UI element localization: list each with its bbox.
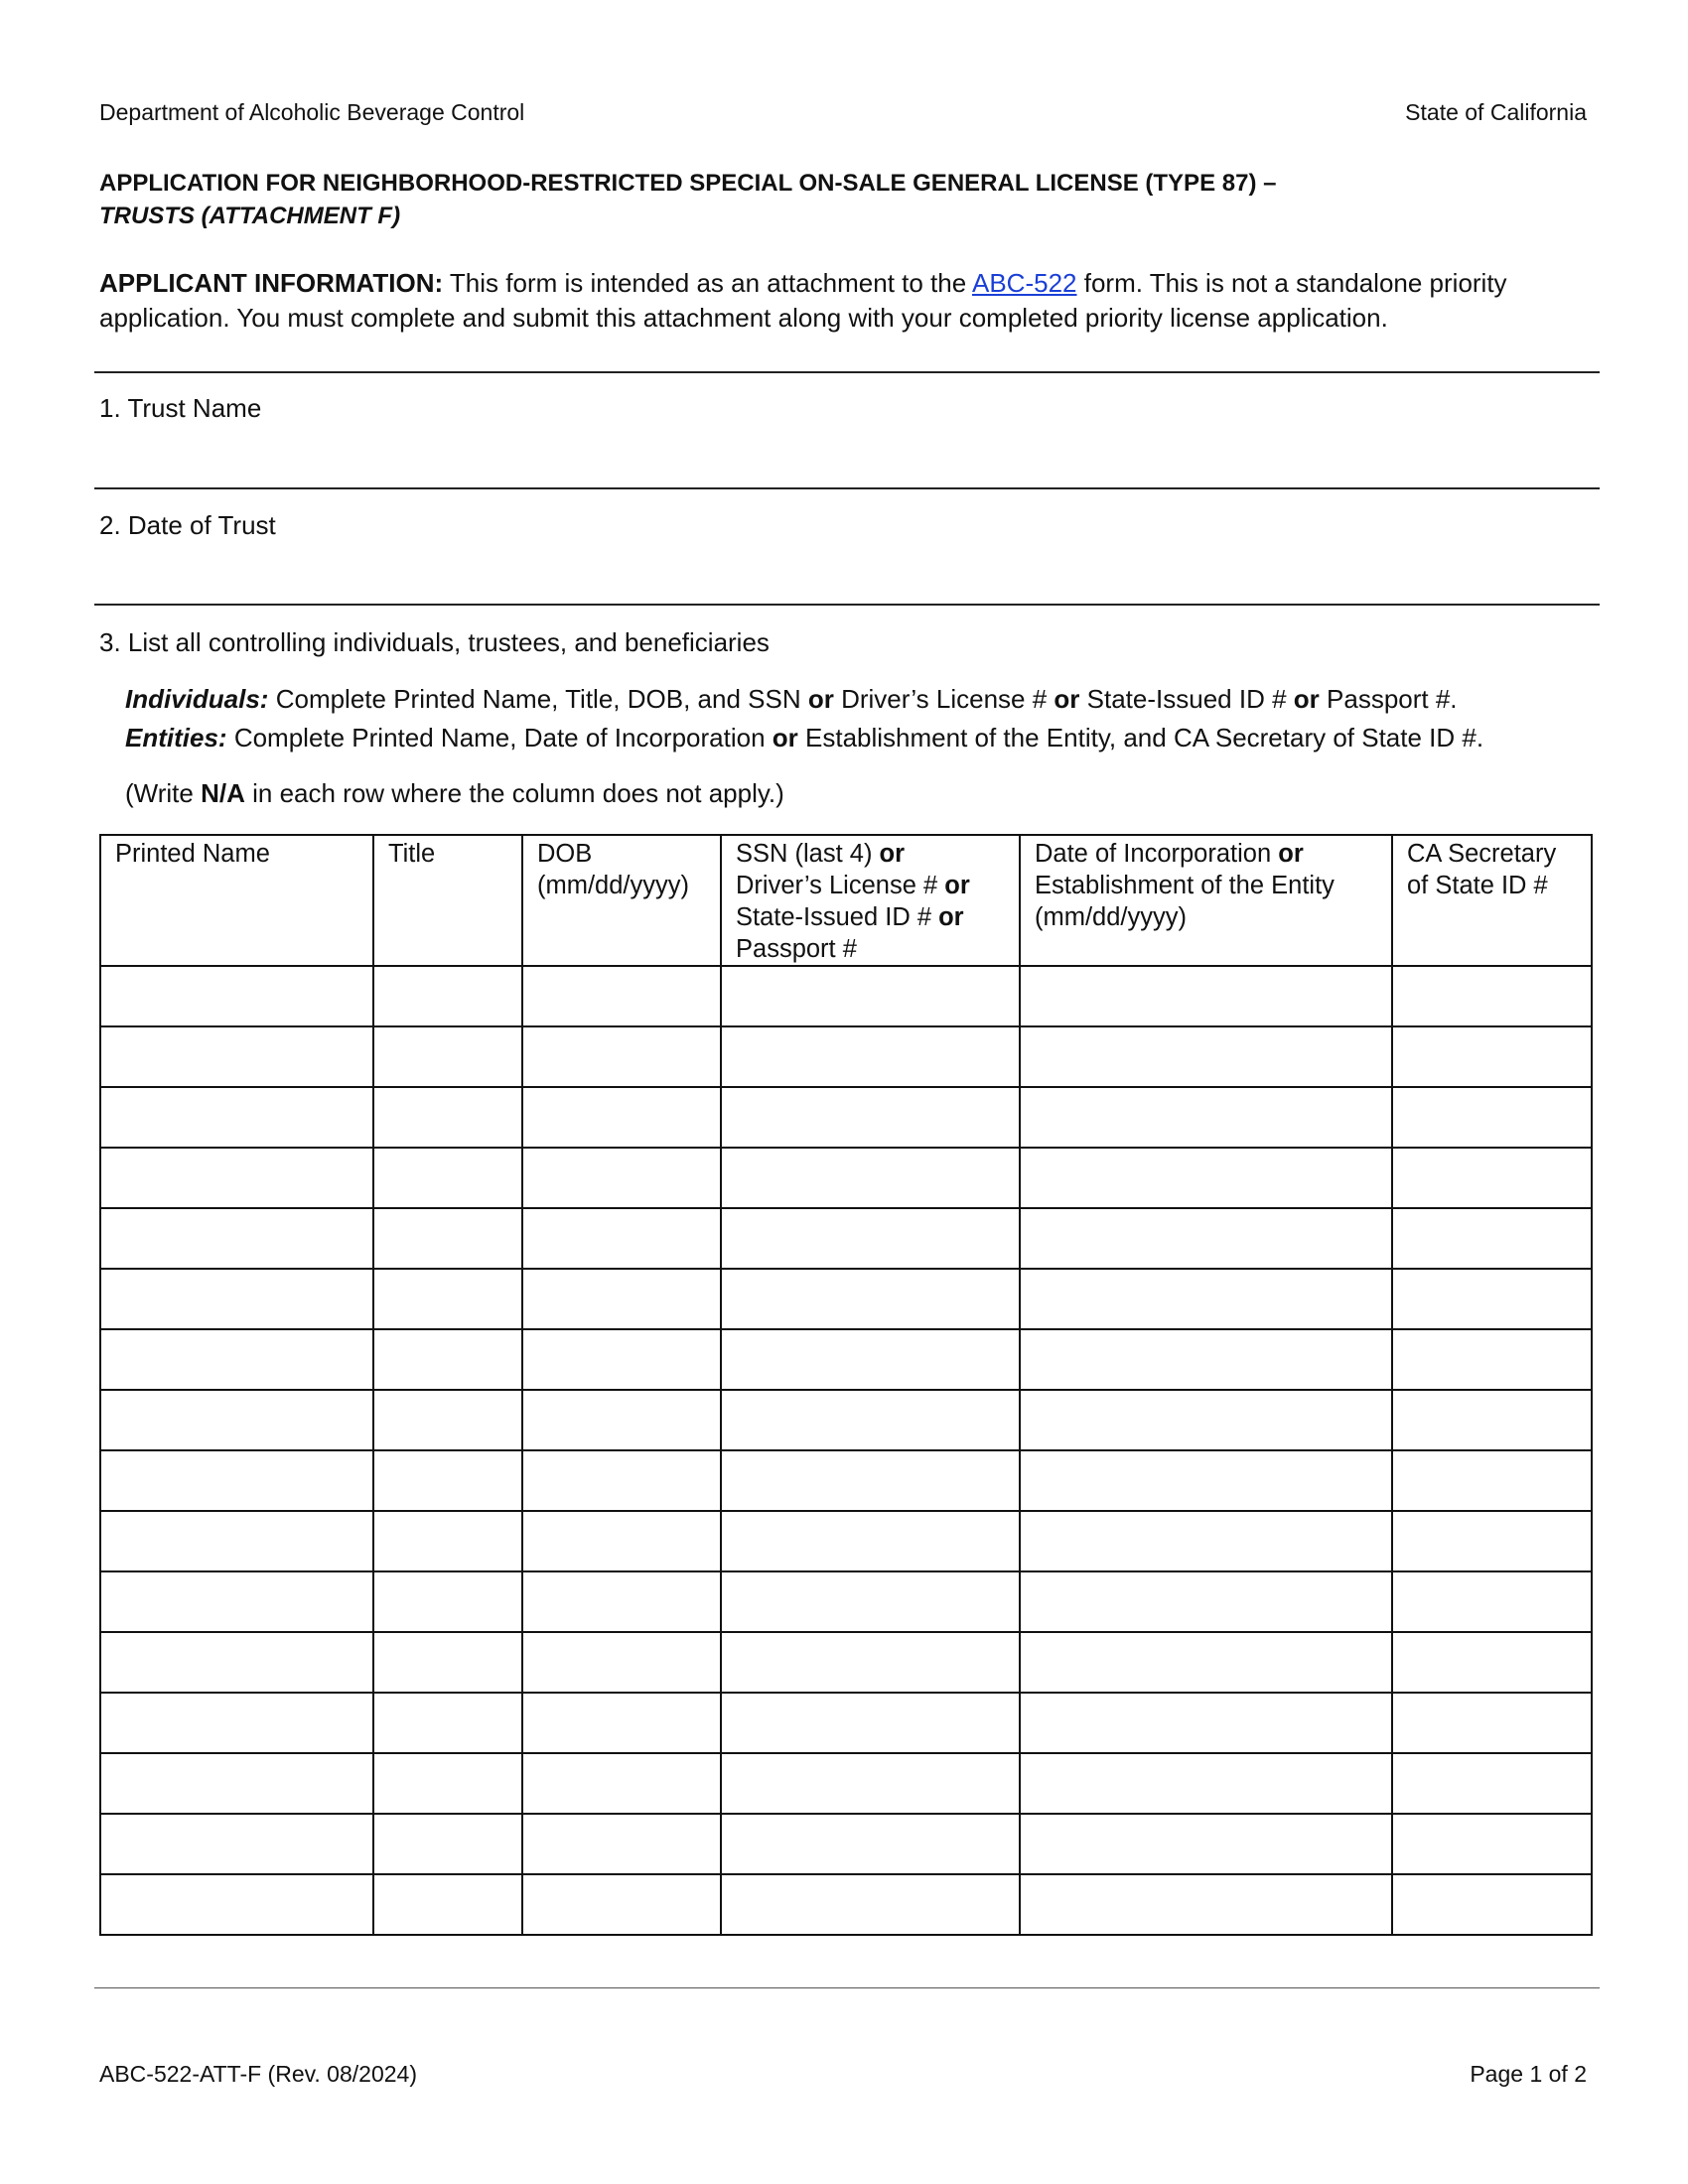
- header-text: SSN (last 4): [736, 840, 873, 868]
- col-printed-name: [100, 835, 373, 966]
- title-cell[interactable]: [373, 1571, 522, 1632]
- id-number-cell[interactable]: [721, 1208, 1020, 1269]
- header-text: State-Issued ID #: [736, 903, 932, 931]
- table-row: [100, 1571, 1592, 1632]
- printed-name-cell[interactable]: [100, 1087, 373, 1148]
- header-text: CA Secretary: [1407, 840, 1557, 868]
- dob-cell[interactable]: [522, 1693, 721, 1753]
- incorporation-date-cell[interactable]: [1020, 1511, 1392, 1571]
- printed-name-cell[interactable]: [100, 966, 373, 1026]
- printed-name-cell[interactable]: [100, 1390, 373, 1450]
- incorporation-date-cell[interactable]: [1020, 1753, 1392, 1814]
- table-header-row: [100, 835, 1592, 966]
- incorporation-date-cell[interactable]: [1020, 1026, 1392, 1087]
- dob-cell[interactable]: [522, 1814, 721, 1874]
- col-incorporation: [1020, 835, 1392, 966]
- table-row: [100, 1148, 1592, 1208]
- incorporation-date-cell[interactable]: [1020, 1269, 1392, 1329]
- printed-name-cell[interactable]: [100, 1874, 373, 1935]
- printed-name-cell[interactable]: [100, 1753, 373, 1814]
- col-title: [373, 835, 522, 966]
- entities-text: Establishment of the Entity, and CA Secretary of State ID #.: [805, 723, 1484, 752]
- individuals-text: Driver’s License #: [841, 684, 1048, 714]
- sos-id-cell[interactable]: [1392, 1450, 1592, 1511]
- header-text: Passport #: [736, 935, 857, 963]
- title-cell[interactable]: [373, 1208, 522, 1269]
- printed-name-cell[interactable]: [100, 1269, 373, 1329]
- sos-id-cell[interactable]: [1392, 1148, 1592, 1208]
- sos-id-cell[interactable]: [1392, 1632, 1592, 1693]
- sos-id-cell[interactable]: [1392, 1026, 1592, 1087]
- table-row: [100, 1753, 1592, 1814]
- id-number-cell[interactable]: [721, 1571, 1020, 1632]
- table-row: [100, 1693, 1592, 1753]
- dob-cell[interactable]: [522, 1753, 721, 1814]
- or-text: or: [772, 723, 798, 752]
- individuals-text: State-Issued ID #: [1086, 684, 1287, 714]
- entities-instruction: [125, 719, 1595, 757]
- divider: [94, 371, 1600, 373]
- sos-id-cell[interactable]: [1392, 1814, 1592, 1874]
- title-cell[interactable]: [373, 1087, 522, 1148]
- individuals-instruction: [125, 680, 1595, 719]
- printed-name-cell[interactable]: [100, 1026, 373, 1087]
- printed-name-cell[interactable]: [100, 1208, 373, 1269]
- header-text: Driver’s License #: [736, 872, 938, 899]
- section3-label: 3. List all controlling individuals, trustees, and beneficiaries: [99, 627, 770, 657]
- printed-name-cell[interactable]: [100, 1148, 373, 1208]
- printed-name-cell[interactable]: [100, 1693, 373, 1753]
- sos-id-cell[interactable]: [1392, 1269, 1592, 1329]
- incorporation-date-cell[interactable]: [1020, 1632, 1392, 1693]
- table-row: [100, 1511, 1592, 1571]
- page-number: Page 1 of 2: [1470, 2061, 1587, 2087]
- id-number-cell[interactable]: [721, 1753, 1020, 1814]
- dob-cell[interactable]: [522, 1632, 721, 1693]
- date-of-trust-label: 2. Date of Trust: [99, 510, 276, 540]
- form-title-line1: APPLICATION FOR NEIGHBORHOOD-RESTRICTED SPECIAL ON-SALE GENERAL LICENSE (TYPE 87) –: [99, 170, 1277, 197]
- header-text: Date of Incorporation: [1035, 840, 1272, 868]
- form-id: ABC-522-ATT-F (Rev. 08/2024): [99, 2061, 417, 2087]
- sos-id-cell[interactable]: [1392, 1329, 1592, 1390]
- form-title: [99, 167, 1589, 232]
- abc-522-link[interactable]: ABC-522: [972, 268, 1077, 298]
- form-title-line2: TRUSTS (ATTACHMENT F): [99, 203, 401, 229]
- title-cell[interactable]: [373, 1269, 522, 1329]
- title-cell[interactable]: [373, 966, 522, 1026]
- controlling-individuals-table: [99, 834, 1593, 1936]
- na-text: N/A: [201, 778, 245, 808]
- table-row: [100, 1026, 1592, 1087]
- incorporation-date-cell[interactable]: [1020, 1814, 1392, 1874]
- dob-cell[interactable]: [522, 1148, 721, 1208]
- table-row: [100, 1269, 1592, 1329]
- table-row: [100, 1208, 1592, 1269]
- incorporation-date-cell[interactable]: [1020, 1208, 1392, 1269]
- or-text: or: [944, 872, 970, 899]
- trust-name-field[interactable]: [94, 437, 1600, 484]
- title-cell[interactable]: [373, 1814, 522, 1874]
- header-text: Establishment of the Entity: [1035, 872, 1335, 899]
- id-number-cell[interactable]: [721, 1269, 1020, 1329]
- dob-cell[interactable]: [522, 1450, 721, 1511]
- printed-name-cell[interactable]: [100, 1814, 373, 1874]
- write-na-text: in each row where the column does not apply.): [252, 778, 784, 808]
- applicant-information-label: APPLICANT INFORMATION:: [99, 268, 444, 298]
- id-number-cell[interactable]: [721, 1632, 1020, 1693]
- sos-id-cell[interactable]: [1392, 1571, 1592, 1632]
- header-text: Printed Name: [115, 840, 270, 868]
- table-row: [100, 966, 1592, 1026]
- title-cell[interactable]: [373, 1753, 522, 1814]
- sos-id-cell[interactable]: [1392, 1753, 1592, 1814]
- header-text: (mm/dd/yyyy): [537, 872, 689, 899]
- intro-text-after-link: form. This is not a standalone priority application. You must complete and submit this attachment along with your completed priority license application.: [99, 268, 1507, 333]
- dob-cell[interactable]: [522, 1208, 721, 1269]
- trust-name-label: 1. Trust Name: [99, 393, 262, 423]
- header-text: (mm/dd/yyyy): [1035, 903, 1187, 931]
- col-dob: [522, 835, 721, 966]
- sos-id-cell[interactable]: [1392, 1511, 1592, 1571]
- id-number-cell[interactable]: [721, 966, 1020, 1026]
- printed-name-cell[interactable]: [100, 1571, 373, 1632]
- col-ssn: [721, 835, 1020, 966]
- sos-id-cell[interactable]: [1392, 1390, 1592, 1450]
- title-cell[interactable]: [373, 1390, 522, 1450]
- state-name: State of California: [1405, 99, 1587, 125]
- date-of-trust-field[interactable]: [94, 554, 1600, 602]
- or-text: or: [807, 684, 834, 714]
- title-cell[interactable]: [373, 1329, 522, 1390]
- sos-id-cell[interactable]: [1392, 1874, 1592, 1935]
- dob-cell[interactable]: [522, 1874, 721, 1935]
- divider: [94, 487, 1600, 489]
- dob-cell[interactable]: [522, 1026, 721, 1087]
- or-text: or: [938, 903, 964, 931]
- dob-cell[interactable]: [522, 1390, 721, 1450]
- id-number-cell[interactable]: [721, 1390, 1020, 1450]
- table-row: [100, 1450, 1592, 1511]
- id-number-cell[interactable]: [721, 1026, 1020, 1087]
- or-text: or: [1293, 684, 1320, 714]
- printed-name-cell[interactable]: [100, 1329, 373, 1390]
- incorporation-date-cell[interactable]: [1020, 1329, 1392, 1390]
- header-text: of State ID #: [1407, 872, 1548, 899]
- individuals-text: Complete Printed Name, Title, DOB, and SSN: [275, 684, 801, 714]
- applicant-information: [99, 266, 1589, 336]
- divider: [94, 1987, 1600, 1988]
- intro-text-before-link: This form is intended as an attachment to the: [449, 268, 967, 298]
- individuals-label: Individuals:: [125, 684, 269, 714]
- table-row: [100, 1087, 1592, 1148]
- write-na-instruction: [125, 774, 1595, 813]
- dob-cell[interactable]: [522, 1571, 721, 1632]
- title-cell[interactable]: [373, 1511, 522, 1571]
- col-sos-id: [1392, 835, 1592, 966]
- title-cell[interactable]: [373, 1874, 522, 1935]
- entities-text: Complete Printed Name, Date of Incorporation: [233, 723, 766, 752]
- id-number-cell[interactable]: [721, 1148, 1020, 1208]
- id-number-cell[interactable]: [721, 1511, 1020, 1571]
- dob-cell[interactable]: [522, 1329, 721, 1390]
- or-text: or: [1054, 684, 1080, 714]
- incorporation-date-cell[interactable]: [1020, 1450, 1392, 1511]
- printed-name-cell[interactable]: [100, 1511, 373, 1571]
- header-text: Title: [388, 840, 436, 868]
- table-row: [100, 1814, 1592, 1874]
- table-row: [100, 1874, 1592, 1935]
- entities-label: Entities:: [125, 723, 227, 752]
- title-cell[interactable]: [373, 1026, 522, 1087]
- sos-id-cell[interactable]: [1392, 1208, 1592, 1269]
- individuals-text: Passport #.: [1327, 684, 1458, 714]
- department-name: Department of Alcoholic Beverage Control: [99, 99, 525, 125]
- dob-cell[interactable]: [522, 1087, 721, 1148]
- dob-cell[interactable]: [522, 1511, 721, 1571]
- table-row: [100, 1329, 1592, 1390]
- id-number-cell[interactable]: [721, 1450, 1020, 1511]
- printed-name-cell[interactable]: [100, 1632, 373, 1693]
- sos-id-cell[interactable]: [1392, 1693, 1592, 1753]
- title-cell[interactable]: [373, 1632, 522, 1693]
- table-body: [100, 966, 1592, 1935]
- title-cell[interactable]: [373, 1693, 522, 1753]
- table-row: [100, 1632, 1592, 1693]
- printed-name-cell[interactable]: [100, 1450, 373, 1511]
- sos-id-cell[interactable]: [1392, 1087, 1592, 1148]
- incorporation-date-cell[interactable]: [1020, 1571, 1392, 1632]
- incorporation-date-cell[interactable]: [1020, 1693, 1392, 1753]
- id-number-cell[interactable]: [721, 1874, 1020, 1935]
- incorporation-date-cell[interactable]: [1020, 1390, 1392, 1450]
- incorporation-date-cell[interactable]: [1020, 966, 1392, 1026]
- id-number-cell[interactable]: [721, 1329, 1020, 1390]
- dob-cell[interactable]: [522, 1269, 721, 1329]
- or-text: or: [879, 840, 906, 868]
- write-na-text: (Write: [125, 778, 194, 808]
- divider: [94, 604, 1600, 606]
- title-cell[interactable]: [373, 1148, 522, 1208]
- id-number-cell[interactable]: [721, 1693, 1020, 1753]
- header-text: DOB: [537, 840, 593, 868]
- sos-id-cell[interactable]: [1392, 966, 1592, 1026]
- dob-cell[interactable]: [522, 966, 721, 1026]
- table-row: [100, 1390, 1592, 1450]
- incorporation-date-cell[interactable]: [1020, 1148, 1392, 1208]
- id-number-cell[interactable]: [721, 1814, 1020, 1874]
- id-number-cell[interactable]: [721, 1087, 1020, 1148]
- incorporation-date-cell[interactable]: [1020, 1087, 1392, 1148]
- incorporation-date-cell[interactable]: [1020, 1874, 1392, 1935]
- or-text: or: [1278, 840, 1304, 868]
- title-cell[interactable]: [373, 1450, 522, 1511]
